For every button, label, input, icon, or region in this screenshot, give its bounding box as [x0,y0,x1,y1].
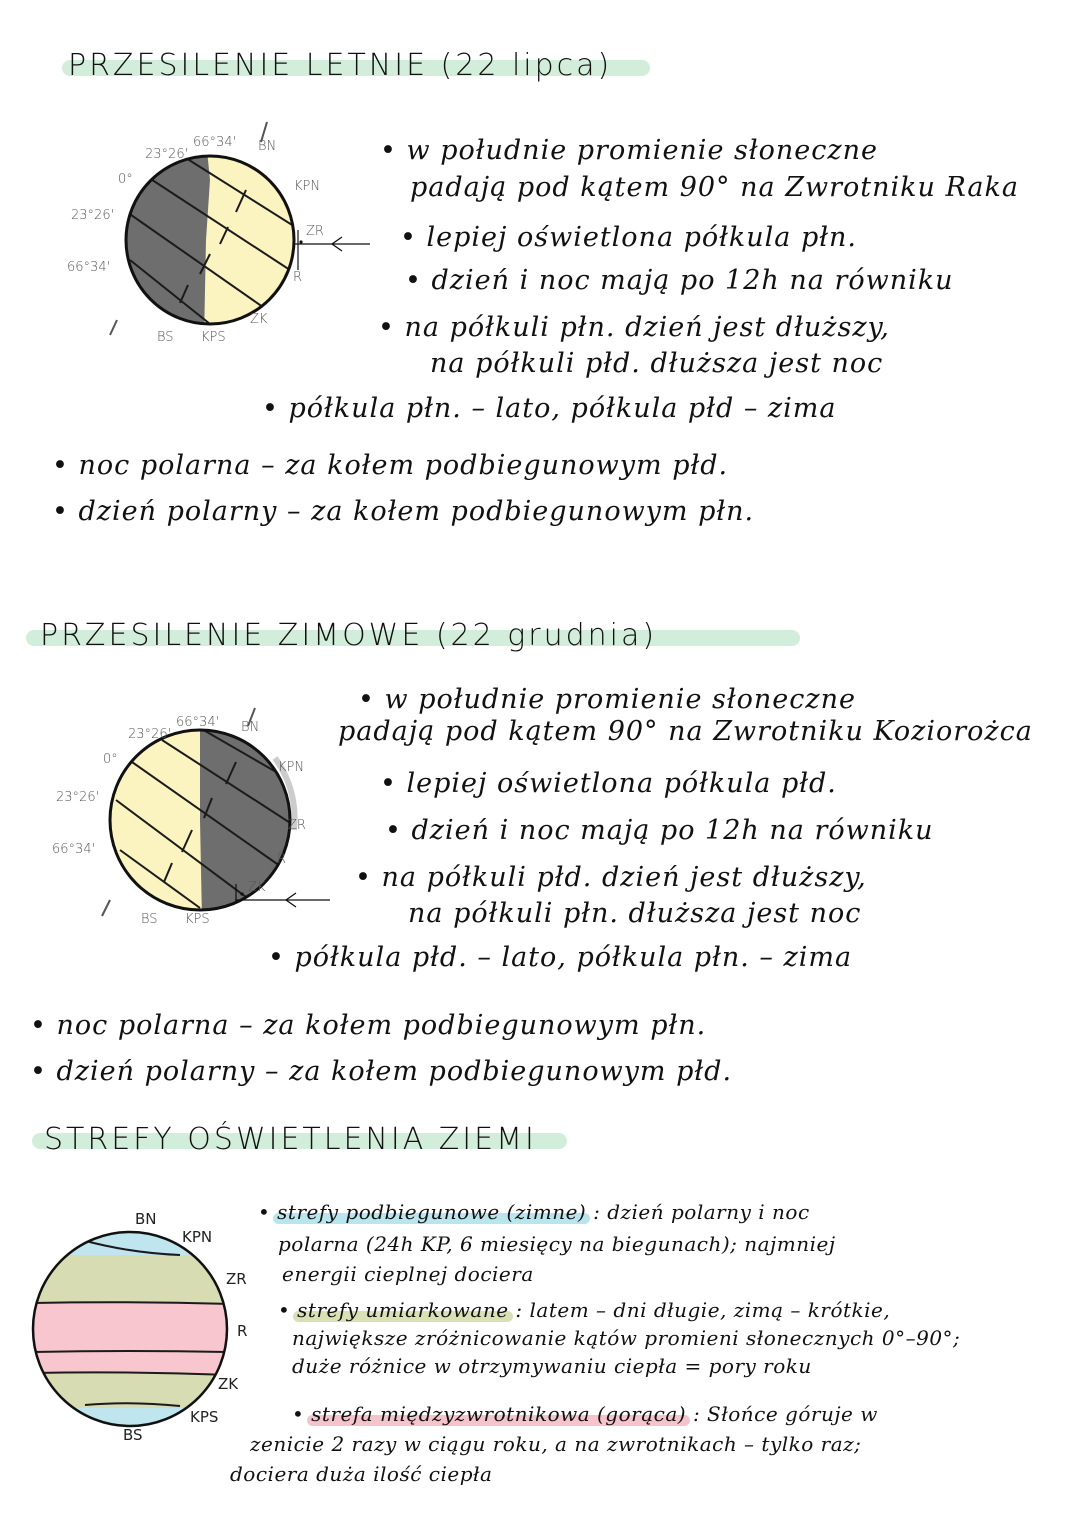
summer-bullet-1-cont: padają pod kątem 90° na Zwrotniku Raka [410,172,1019,203]
summer-label-66-34-top: 66°34' [193,135,237,150]
winter-label-23-26-left: 23°26' [56,790,100,805]
summer-title: PRZESILENIE LETNIE (22 lipca) [68,48,613,83]
zone-temperate-line-1: • strefy umiarkowane : latem – dni długie, zimą – krótkie, [278,1298,891,1322]
winter-label-23-26-top: 23°26' [128,727,172,742]
winter-label-zk: ZK [248,880,266,895]
summer-label-zk: ZK [250,312,268,327]
winter-label-66-34-top: 66°34' [176,715,220,730]
summer-label-r: R [293,270,303,285]
zone-tropical-name: strefa międzyzwrotnikowa (gorąca) [311,1402,687,1426]
winter-polar-day: • dzień polarny – za kołem podbiegunowym płd. [30,1056,733,1087]
zone-temperate-line-3: duże różnice w otrzymywaniu ciepła = pory roku [292,1354,812,1378]
zones-label-bn: BN [135,1210,157,1228]
winter-bullet-1-cont: padają pod kątem 90° na Zwrotniku Koziorożca [338,716,1033,747]
zone-temperate-name: strefy umiarkowane [297,1298,509,1322]
summer-label-bs: BS [157,330,174,345]
zone-polar-name: strefy podbiegunowe (zimne) [277,1200,587,1224]
winter-label-bn: BN [241,720,260,735]
zones-label-bs: BS [123,1426,143,1444]
winter-bullet-3: • dzień i noc mają po 12h na równiku [385,815,934,846]
winter-bullet-1: • w południe promienie słoneczne [358,684,856,715]
winter-label-kpn: KPN [278,760,305,775]
winter-title: PRZESILENIE ZIMOWE (22 grudnia) [40,618,658,653]
summer-bullet-2: • lepiej oświetlona półkula płn. [400,222,857,253]
zones-globe-diagram [30,1225,240,1435]
winter-bullet-4: • na półkuli płd. dzień jest dłuższy, [355,862,867,893]
winter-bullet-2: • lepiej oświetlona półkula płd. [380,768,837,799]
summer-bullet-4-cont: na półkuli płd. dłuższa jest noc [430,348,884,379]
zone-polar-line-3: energii cieplnej dociera [282,1262,534,1286]
summer-label-kps: KPS [201,330,226,345]
summer-bullet-5: • półkula płn. – lato, półkula płd – zima [262,393,837,424]
zones-label-kpn: KPN [182,1228,213,1246]
summer-label-23-26-top: 23°26' [145,147,189,162]
zones-title: STREFY OŚWIETLENIA ZIEMI [44,1122,537,1157]
summer-label-23-26-left: 23°26' [71,208,115,223]
summer-polar-day: • dzień polarny – za kołem podbiegunowym płn. [52,496,755,527]
zone-polar-line-1: • strefy podbiegunowe (zimne) : dzień polarny i noc [258,1200,810,1224]
summer-label-0: 0° [118,172,133,187]
zone-temperate-line-2: największe zróżnicowanie kątów promieni słonecznych 0°–90°; [292,1326,961,1350]
winter-polar-night: • noc polarna – za kołem podbiegunowym płn. [30,1010,707,1041]
zone-polar-line-2: polarna (24h KP, 6 miesięcy na biegunach); najmniej [278,1232,836,1256]
winter-label-r: R [277,852,287,867]
zones-label-kps: KPS [190,1408,219,1426]
winter-label-kps: KPS [185,912,210,927]
zones-label-r: R [237,1322,248,1340]
winter-globe-diagram [40,700,360,940]
winter-bullet-5: • półkula płd. – lato, półkula płn. – zima [268,942,853,973]
summer-bullet-3: • dzień i noc mają po 12h na równiku [405,265,954,296]
summer-label-zr: ZR [306,224,324,239]
summer-label-bn: BN [258,139,277,154]
zone-tropical-line-2: zenicie 2 razy w ciągu roku, a na zwrotnikach – tylko raz; [250,1432,862,1456]
winter-label-bs: BS [141,912,158,927]
zone-tropical-line-3: dociera duża ilość ciepła [230,1462,493,1486]
summer-globe-diagram [60,120,380,360]
zone-tropical-line-1: • strefa międzyzwrotnikowa (gorąca) : Słońce góruje w [292,1402,878,1426]
winter-bullet-4-cont: na półkuli płn. dłuższa jest noc [408,898,862,929]
summer-bullet-4: • na półkuli płn. dzień jest dłuższy, [378,312,890,343]
winter-label-0: 0° [103,752,118,767]
summer-label-kpn: KPN [294,179,321,194]
summer-polar-night: • noc polarna – za kołem podbiegunowym płd. [52,450,729,481]
summer-label-66-34-left: 66°34' [67,260,111,275]
zones-label-zk: ZK [218,1375,239,1393]
zones-label-zr: ZR [226,1270,247,1288]
winter-label-zr: ZR [288,818,306,833]
winter-label-66-34-left: 66°34' [52,842,96,857]
summer-bullet-1: • w południe promienie słoneczne [380,135,878,166]
